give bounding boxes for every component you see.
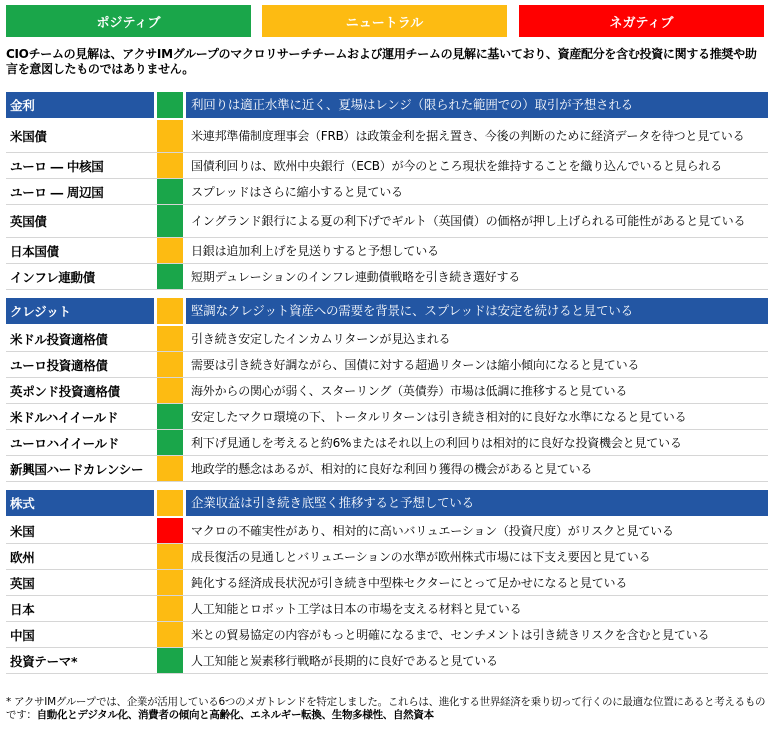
section-title: 株式 [6,490,154,516]
asset-label: インフレ連動債 [10,269,95,285]
legend-negative: ネガティブ [519,5,764,37]
indicator-neutral [157,596,183,621]
asset-view-text: 人工知能と炭素移行戦略が長期的に良好であると見ている [191,653,498,668]
asset-label: 日本 [10,601,35,617]
asset-label: ユーロ ― 周辺国 [10,184,104,200]
indicator-neutral [157,490,183,516]
table-row [6,205,768,238]
table-row [6,153,768,179]
section-header [6,490,768,516]
table-row [6,179,768,205]
indicator-neutral [157,622,183,647]
indicator-neutral [157,352,183,377]
section-2 [6,490,768,674]
asset-label: 英ポンド投資適格債 [10,383,120,399]
indicator-neutral [157,120,183,152]
table-row [6,518,768,544]
legend [6,5,764,37]
indicator-neutral [157,456,183,481]
indicator-neutral [157,238,183,263]
asset-view-text: 人工知能とロボット工学は日本の市場を支える材料と見ている [191,601,522,616]
footnote-text: * アクサIMグループでは、企業が活用している6つのメガトレンドを特定しました。これらは、進化する世界経済を乗り切って行くのに最適な位置にあると考えるものです： [6,696,766,721]
asset-view-text: イングランド銀行による夏の利下げでギルト（英国債）の価格が押し上げられる可能性があると見ている [191,214,746,228]
indicator-positive [157,264,183,289]
table-row [6,544,768,570]
section-header [6,92,768,118]
table-row [6,456,768,482]
indicator-negative [157,518,183,543]
table-row [6,352,768,378]
indicator-positive [157,404,183,429]
asset-view-text: 安定したマクロ環境の下、トータルリターンは引き続き相対的に良好な水準になると見ている [191,409,687,424]
asset-label: 欧州 [10,549,35,565]
asset-label: 投資テーマ* [10,653,78,669]
asset-view-text: 需要は引き続き好調ながら、国債に対する超過リターンは縮小傾向になると見ている [191,357,640,372]
indicator-neutral [157,570,183,595]
asset-view-text: 短期デュレーションのインフレ連動債戦略を引き続き選好する [191,269,521,284]
indicator-positive [157,205,183,237]
asset-view-text: 地政学的懸念はあるが、相対的に良好な利回り獲得の機会があると見ている [191,461,593,476]
footnote-themes: 自動化とデジタル化、消費者の傾向と高齢化、エネルギー転換、生物多様性、自然資本 [36,709,434,721]
asset-label: 米国債 [10,129,47,144]
disclaimer-text: CIOチームの見解は、アクサIMグループのマクロリサーチチームおよび運用チームの見解に基いており、資産配分を含む投資に関する推奨や助言を意図したものではありません。 [6,47,757,76]
table-row [6,120,768,153]
asset-view-text: マクロの不確実性があり、相対的に高いバリュエーション（投資尺度）がリスクと見ている [191,523,674,538]
legend-neutral: ニュートラル [262,5,507,37]
section-summary: 利回りは適正水準に近く、夏場はレンジ（限られた範囲での）取引が予想される [186,92,768,118]
table-row [6,378,768,404]
asset-view-text: スプレッドはさらに縮小すると見ている [191,184,403,199]
asset-label: 新興国ハードカレンシー [10,461,144,477]
asset-label: 英国 [10,575,35,591]
table-row [6,238,768,264]
legend-positive: ポジティブ [6,5,251,37]
asset-view-text: 海外からの関心が弱く、スターリング（英債券）市場は低調に推移すると見ている [191,383,628,398]
table-row [6,404,768,430]
asset-view-text: 利下げ見通しを考えると約6%またはそれ以上の利回りは相対的に良好な投資機会と見ている [191,435,682,450]
table-row [6,264,768,290]
asset-view-text: 米連邦準備制度理事会（FRB）は政策金利を据え置き、今後の判断のために経済データを待つと見ている [191,129,745,143]
section-title: 金利 [6,92,154,118]
table-row [6,326,768,352]
asset-label: 日本国債 [10,243,59,259]
indicator-neutral [157,378,183,403]
asset-label: 米ドルハイイールド [10,409,119,425]
asset-view-text: 成長復活の見通しとバリュエーションの水準が欧州株式市場には下支え要因と見ている [191,549,651,564]
section-header [6,298,768,324]
asset-label: 中国 [10,627,35,643]
section-summary: 堅調なクレジット資産への需要を背景に、スプレッドは安定を続けると見ている [186,298,768,324]
section-0 [6,92,768,290]
indicator-positive [157,648,183,673]
indicator-neutral [157,544,183,569]
table-row [6,430,768,456]
indicator-positive [157,179,183,204]
indicator-positive [157,92,183,118]
section-1 [6,298,768,482]
indicator-neutral [157,326,183,351]
indicator-neutral [157,298,183,324]
section-summary: 企業収益は引き続き底堅く推移すると予想している [186,490,768,516]
table-row [6,596,768,622]
asset-label: ユーロ ― 中核国 [10,158,104,174]
asset-label: 米国 [10,523,35,539]
footnote [6,696,766,722]
table-row [6,648,768,674]
asset-label: 英国債 [10,214,47,229]
asset-view-text: 国債利回りは、欧州中央銀行（ECB）が今のところ現状を維持することを織り込んでいると見られる [191,158,722,173]
indicator-positive [157,430,183,455]
asset-label: 米ドル投資適格債 [10,331,108,347]
asset-label: ユーロ投資適格債 [10,357,108,373]
asset-view-text: 米との貿易協定の内容がもっと明確になるまで、センチメントは引き続きリスクを含むと見ている [191,627,710,642]
section-title: クレジット [6,298,154,324]
outlook-table [6,92,768,682]
asset-view-text: 鈍化する経済成長状況が引き続き中型株セクターにとって足かせになると見ている [191,575,628,590]
table-row [6,570,768,596]
asset-label: ユーロハイイールド [10,435,119,451]
asset-view-text: 引き続き安定したインカムリターンが見込まれる [191,331,451,346]
asset-view-text: 日銀は追加利上げを見送りすると予想している [191,243,439,258]
indicator-neutral [157,153,183,178]
table-row [6,622,768,648]
